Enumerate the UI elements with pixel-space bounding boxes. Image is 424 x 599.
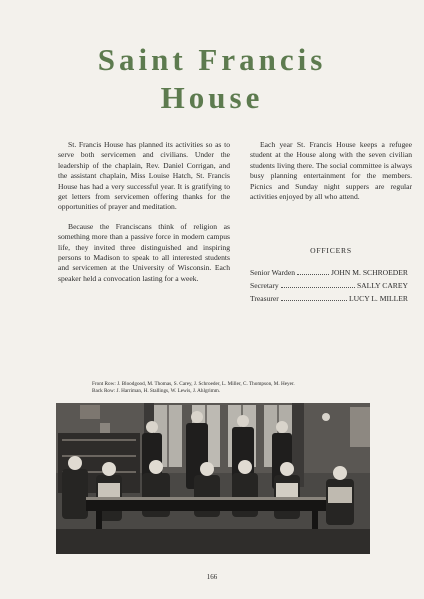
officer-row: [250, 266, 408, 277]
page-number: 166: [206, 573, 218, 581]
right-paragraph-1: Each year St. Francis House keeps a refugee student at the House along with the seven civilian students living there. The social committee is always busy planning entertainment for the members. Picnics and Sunday night suppers are regular activities enjoyed by all who attend.: [250, 140, 412, 202]
officer-row: [250, 279, 408, 290]
officer-row: [250, 292, 408, 303]
dot-leader: [281, 287, 355, 288]
group-photo: [56, 403, 370, 554]
page-title-line-1: Saint Francis: [97, 42, 327, 77]
left-paragraph-2: Because the Franciscans think of religion as something more than a passive force in modern campus life, they invited three distinguished and inspiring persons to Madison to speak to all interested students and servicemen at the University of Wisconsin. Each speaker held a convocation lasting for a week.: [58, 221, 230, 283]
officers-heading: OFFICERS: [310, 246, 352, 255]
caption-front-row: Front Row: J. Bloodgood, M. Thomas, S. Carey, J. Schroeder, L. Miller, C. Thompson, M. Heyer.: [92, 381, 295, 387]
officer-role: Treasurer: [250, 294, 279, 303]
right-column: [250, 140, 412, 211]
officer-name: JOHN M. SCHROEDER: [330, 268, 408, 277]
officer-name: LUCY L. MILLER: [349, 294, 408, 303]
page-title-line-2: House: [160, 80, 264, 115]
caption-back-row: Back Row: J. Harriman, H. Stallings, W. Lewis, J. Ahlgrimm.: [92, 388, 221, 394]
left-paragraph-1: St. Francis House has planned its activities so as to serve both servicemen and civilians. Under the leadership of the chaplain, Rev. Daniel Corrigan, and the assistant chaplain, Miss Louise Hatch, St. Francis House has had a very successful year. It is gratifying to get letters from servicemen offering thanks for the opportunities of prayer and meditation.: [58, 140, 230, 212]
officer-name: SALLY CAREY: [356, 281, 408, 290]
dot-leader: [297, 274, 329, 275]
officer-role: Senior Warden: [250, 268, 296, 277]
left-column: [58, 140, 230, 293]
dot-leader: [281, 300, 347, 301]
officer-role: Secretary: [250, 281, 279, 290]
